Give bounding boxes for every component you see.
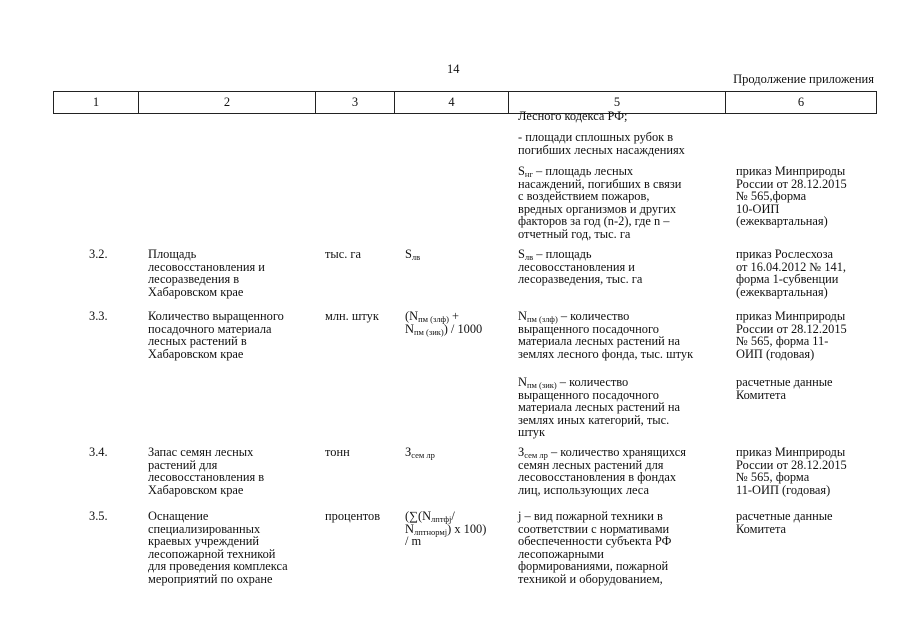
sng-description: $S_{нг}$ – площадь лесных насаждений, погибших в связи с воздействием пожаров, вредных организмов и других факторов за год (n-2), где n – отчетный год, тыс. га xyxy=(518,164,682,241)
header-col-5: 5 xyxy=(509,92,726,114)
page-number: 14 xyxy=(447,62,460,76)
row-number: 3.3. xyxy=(89,309,108,323)
description: j – вид пожарной техники в соответствии с нормативами обеспеченности субъекта РФ лесопожарными формированиями, пожарной техникой и оборудованием, xyxy=(518,509,672,586)
row-number: 3.4. xyxy=(89,445,108,459)
source: приказ Минприроды России от 28.12.2015 № 565, форма 11- ОИП (годовая) xyxy=(736,309,847,361)
header-col-2: 2 xyxy=(139,92,316,114)
cont-description-b: - площади сплошных рубок в погибших лесных насаждениях xyxy=(518,130,685,157)
source: расчетные данные Комитета xyxy=(736,509,833,536)
source: приказ Рослесхоза от 16.04.2012 № 141, форма 1-субвенции (ежеквартальная) xyxy=(736,247,847,299)
description: $N_{пм (злф)}$ – количество выращенного посадочного материала лесных растений на землях лесного фонда, тыс. штук xyxy=(518,309,694,361)
indicator-name: Запас семян лесных растений для лесовосстановления в Хабаровском крае xyxy=(148,445,265,497)
sng-source: приказ Минприроды России от 28.12.2015 № 565,форма 10-ОИП (ежеквартальная) xyxy=(736,164,847,229)
unit: млн. штук xyxy=(325,309,379,323)
header-col-6: 6 xyxy=(726,92,877,114)
header-col-1: 1 xyxy=(54,92,139,114)
row-number: 3.5. xyxy=(89,509,108,523)
source: приказ Минприроды России от 28.12.2015 № 565, форма 11-ОИП (годовая) xyxy=(736,445,847,497)
continuation-note: Продолжение приложения xyxy=(733,72,874,86)
indicator-name: Площадь лесовосстановления и лесоразведения в Хабаровском крае xyxy=(148,247,265,299)
row-number: 3.2. xyxy=(89,247,108,261)
formula: ($N_{пм (злф)}$ + $N_{пм (зик)}) / 1000$ xyxy=(405,309,483,337)
header-col-4: 4 xyxy=(395,92,509,114)
cont-description: Лесного кодекса РФ; xyxy=(518,109,628,123)
unit: тыс. га xyxy=(325,247,362,261)
description: $S_{лв}$ – площадь лесовосстановления и лесоразведения, тыс. га xyxy=(518,247,643,287)
unit: процентов xyxy=(325,509,381,523)
formula: ($\sum(N_{лптфj}/$ $N_{лптнормj}$) x 100) / m xyxy=(405,509,487,549)
indicator-name: Количество выращенного посадочного материала лесных растений в Хабаровском крае xyxy=(148,309,284,361)
table-header xyxy=(53,91,877,114)
formula: $З_{сем лр}$ xyxy=(405,445,435,460)
description-2: $N_{пм (зик)}$ – количество выращенного посадочного материала лесных растений на землях иных категорий, тыс. штук xyxy=(518,375,681,440)
header-col-3: 3 xyxy=(316,92,395,114)
unit: тонн xyxy=(325,445,350,459)
description: $З_{сем лр}$ – количество хранящихся семян лесных растений для лесовосстановления в фондах лиц, использующих леса xyxy=(518,445,686,497)
source-2: расчетные данные Комитета xyxy=(736,375,833,402)
indicator-name: Оснащение специализированных краевых учреждений лесопожарной техникой для проведения комплекса мероприятий по охране xyxy=(148,509,288,586)
formula: $S_{лв}$ xyxy=(405,247,421,262)
